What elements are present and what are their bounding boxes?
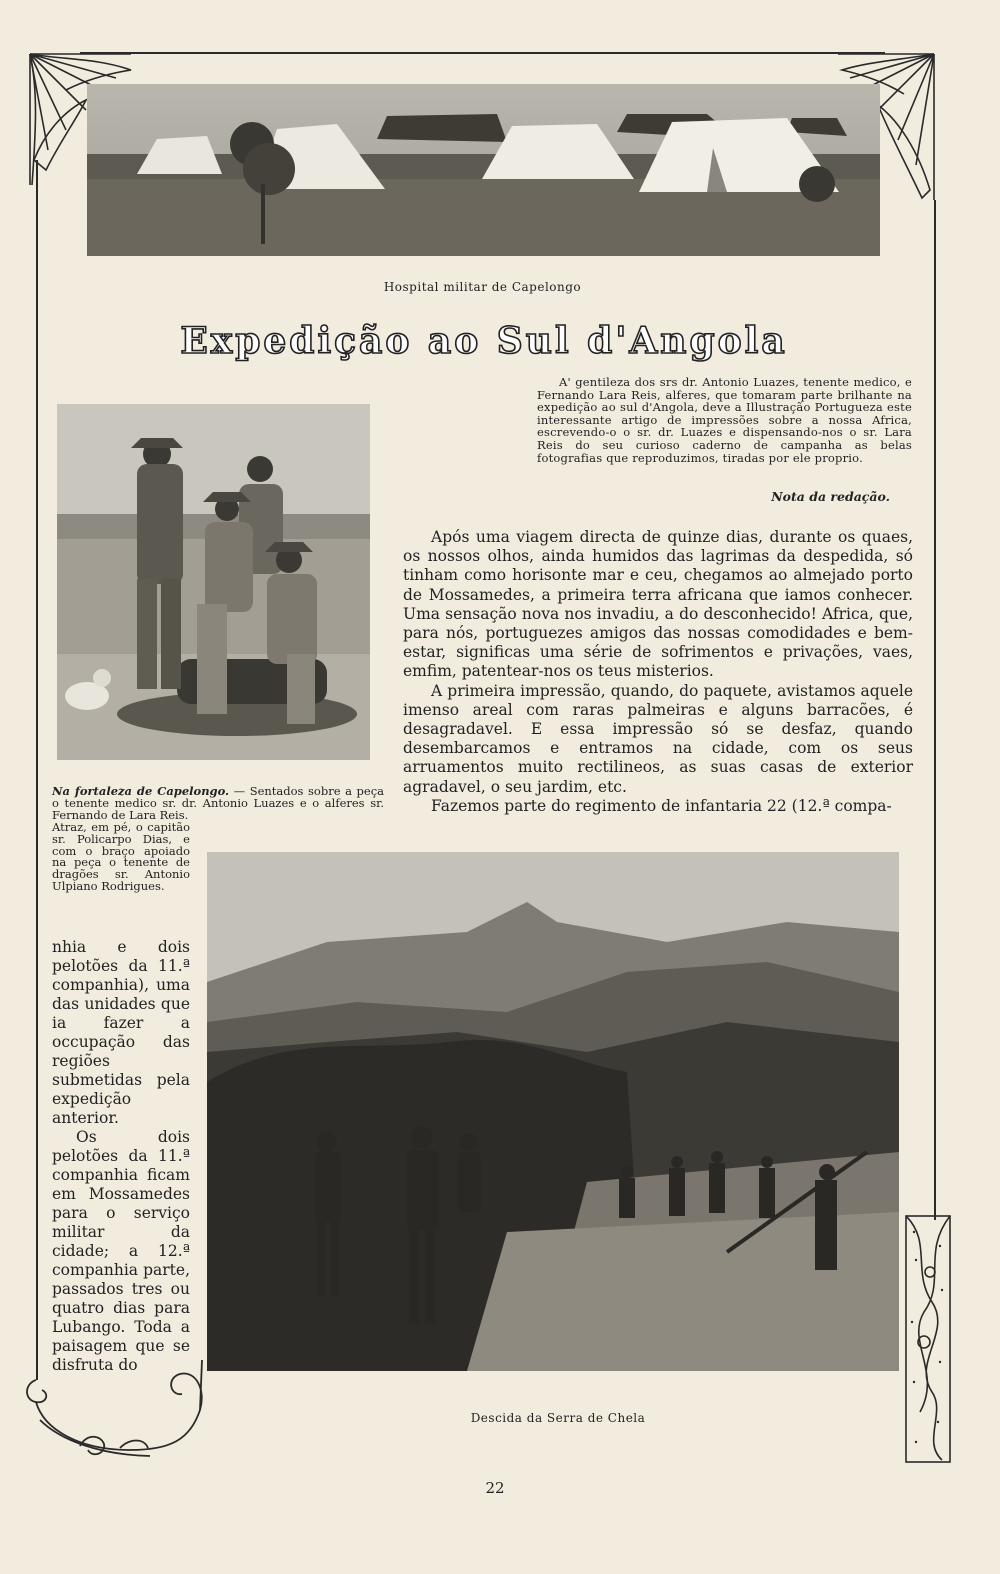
article-title: Expedição ao Sul d'Angola: [180, 320, 788, 362]
serra-chela-photo: [207, 852, 899, 1371]
fortress-group-photo: [57, 404, 370, 760]
fortress-caption-text-a: — Sentados sobre a peça o tenente medico sr. dr. Antonio Luazes e o alferes sr. Fernando de Lara Reis.: [52, 784, 384, 822]
corner-ornament-bottom-right-icon: [902, 1212, 954, 1467]
hospital-photo-caption: Hospital militar de Capelongo: [383, 280, 582, 294]
fortress-caption-title: Na fortaleza de Capelongo.: [52, 784, 230, 798]
page-number: 22: [485, 1479, 505, 1497]
fortress-photo-caption: [52, 786, 384, 821]
narrow-paragraph-2: Os dois pelotões da 11.ª companhia ficam em Mossamedes para o serviço militar da cidade; a 12.ª companhia parte, passados tres ou quatro dias para Lubango. Toda a paisagem que se disfruta do: [52, 1128, 190, 1374]
hospital-photo: [87, 84, 880, 256]
serra-chela-photo-caption: Descida da Serra de Chela: [470, 1411, 646, 1425]
article-body-main: [403, 528, 913, 816]
paragraph-3: Fazemos parte do regimento de infantaria 22 (12.ª compa-: [431, 796, 892, 815]
article-intro: A' gentileza dos srs dr. Antonio Luazes, tenente medico, e Fernando Lara Reis, alferes, que tomaram parte brilhante na expedição ao sul d'Angola, deve a Illustração Portugueza este interessante artigo de impressões sobre a nossa Africa, escrevendo-o o sr. dr. Luazes e dispensando-nos o sr. Lara Reis do seu curioso caderno de campanha as belas fotografias que reproduzimos, tiradas por ele proprio.: [537, 375, 912, 465]
article-body-narrow-column: [52, 938, 190, 1375]
paragraph-1: Após uma viagem directa de quinze dias, durante os quaes, os nossos olhos, ainda humidos das lagrimas da despedida, só tinham como horisonte mar e ceu, chegamos ao almejado porto de Mossamedes, a primeira terra africana que iamos conhecer. Uma sensação nova nos invadiu, a do desconhecido! Africa, que, para nós, portuguezes amigos das nossas comodidades e bem-estar, significas uma série de sofrimentos e privações, vaes, emfim, patentear-nos os teus misterios.: [403, 528, 913, 681]
frame-top-line: [80, 52, 885, 54]
editor-note: Nota da redação.: [771, 489, 890, 504]
narrow-paragraph-1: nhia e dois pelotões da 11.ª companhia), uma das unidades que ia fazer a occupação das regiões submetidas pela expedição anterior.: [52, 938, 190, 1127]
fortress-photo-caption-cont: Atraz, em pé, o capitão sr. Policarpo Dias, e com o braço apoiado na peça o tenente de dragões sr. Antonio Ulpiano Rodrigues.: [52, 820, 190, 893]
paragraph-2: A primeira impressão, quando, do paquete, avistamos aquele imenso areal com raras palmeiras e alguns barracões, é desagradavel. E essa impressão só se desfaz, quando desembarcamos e entramos na cidade, com os seus arruamentos muito rectilineos, as suas casas de exterior agradavel, o seu jardim, etc.: [403, 681, 913, 796]
